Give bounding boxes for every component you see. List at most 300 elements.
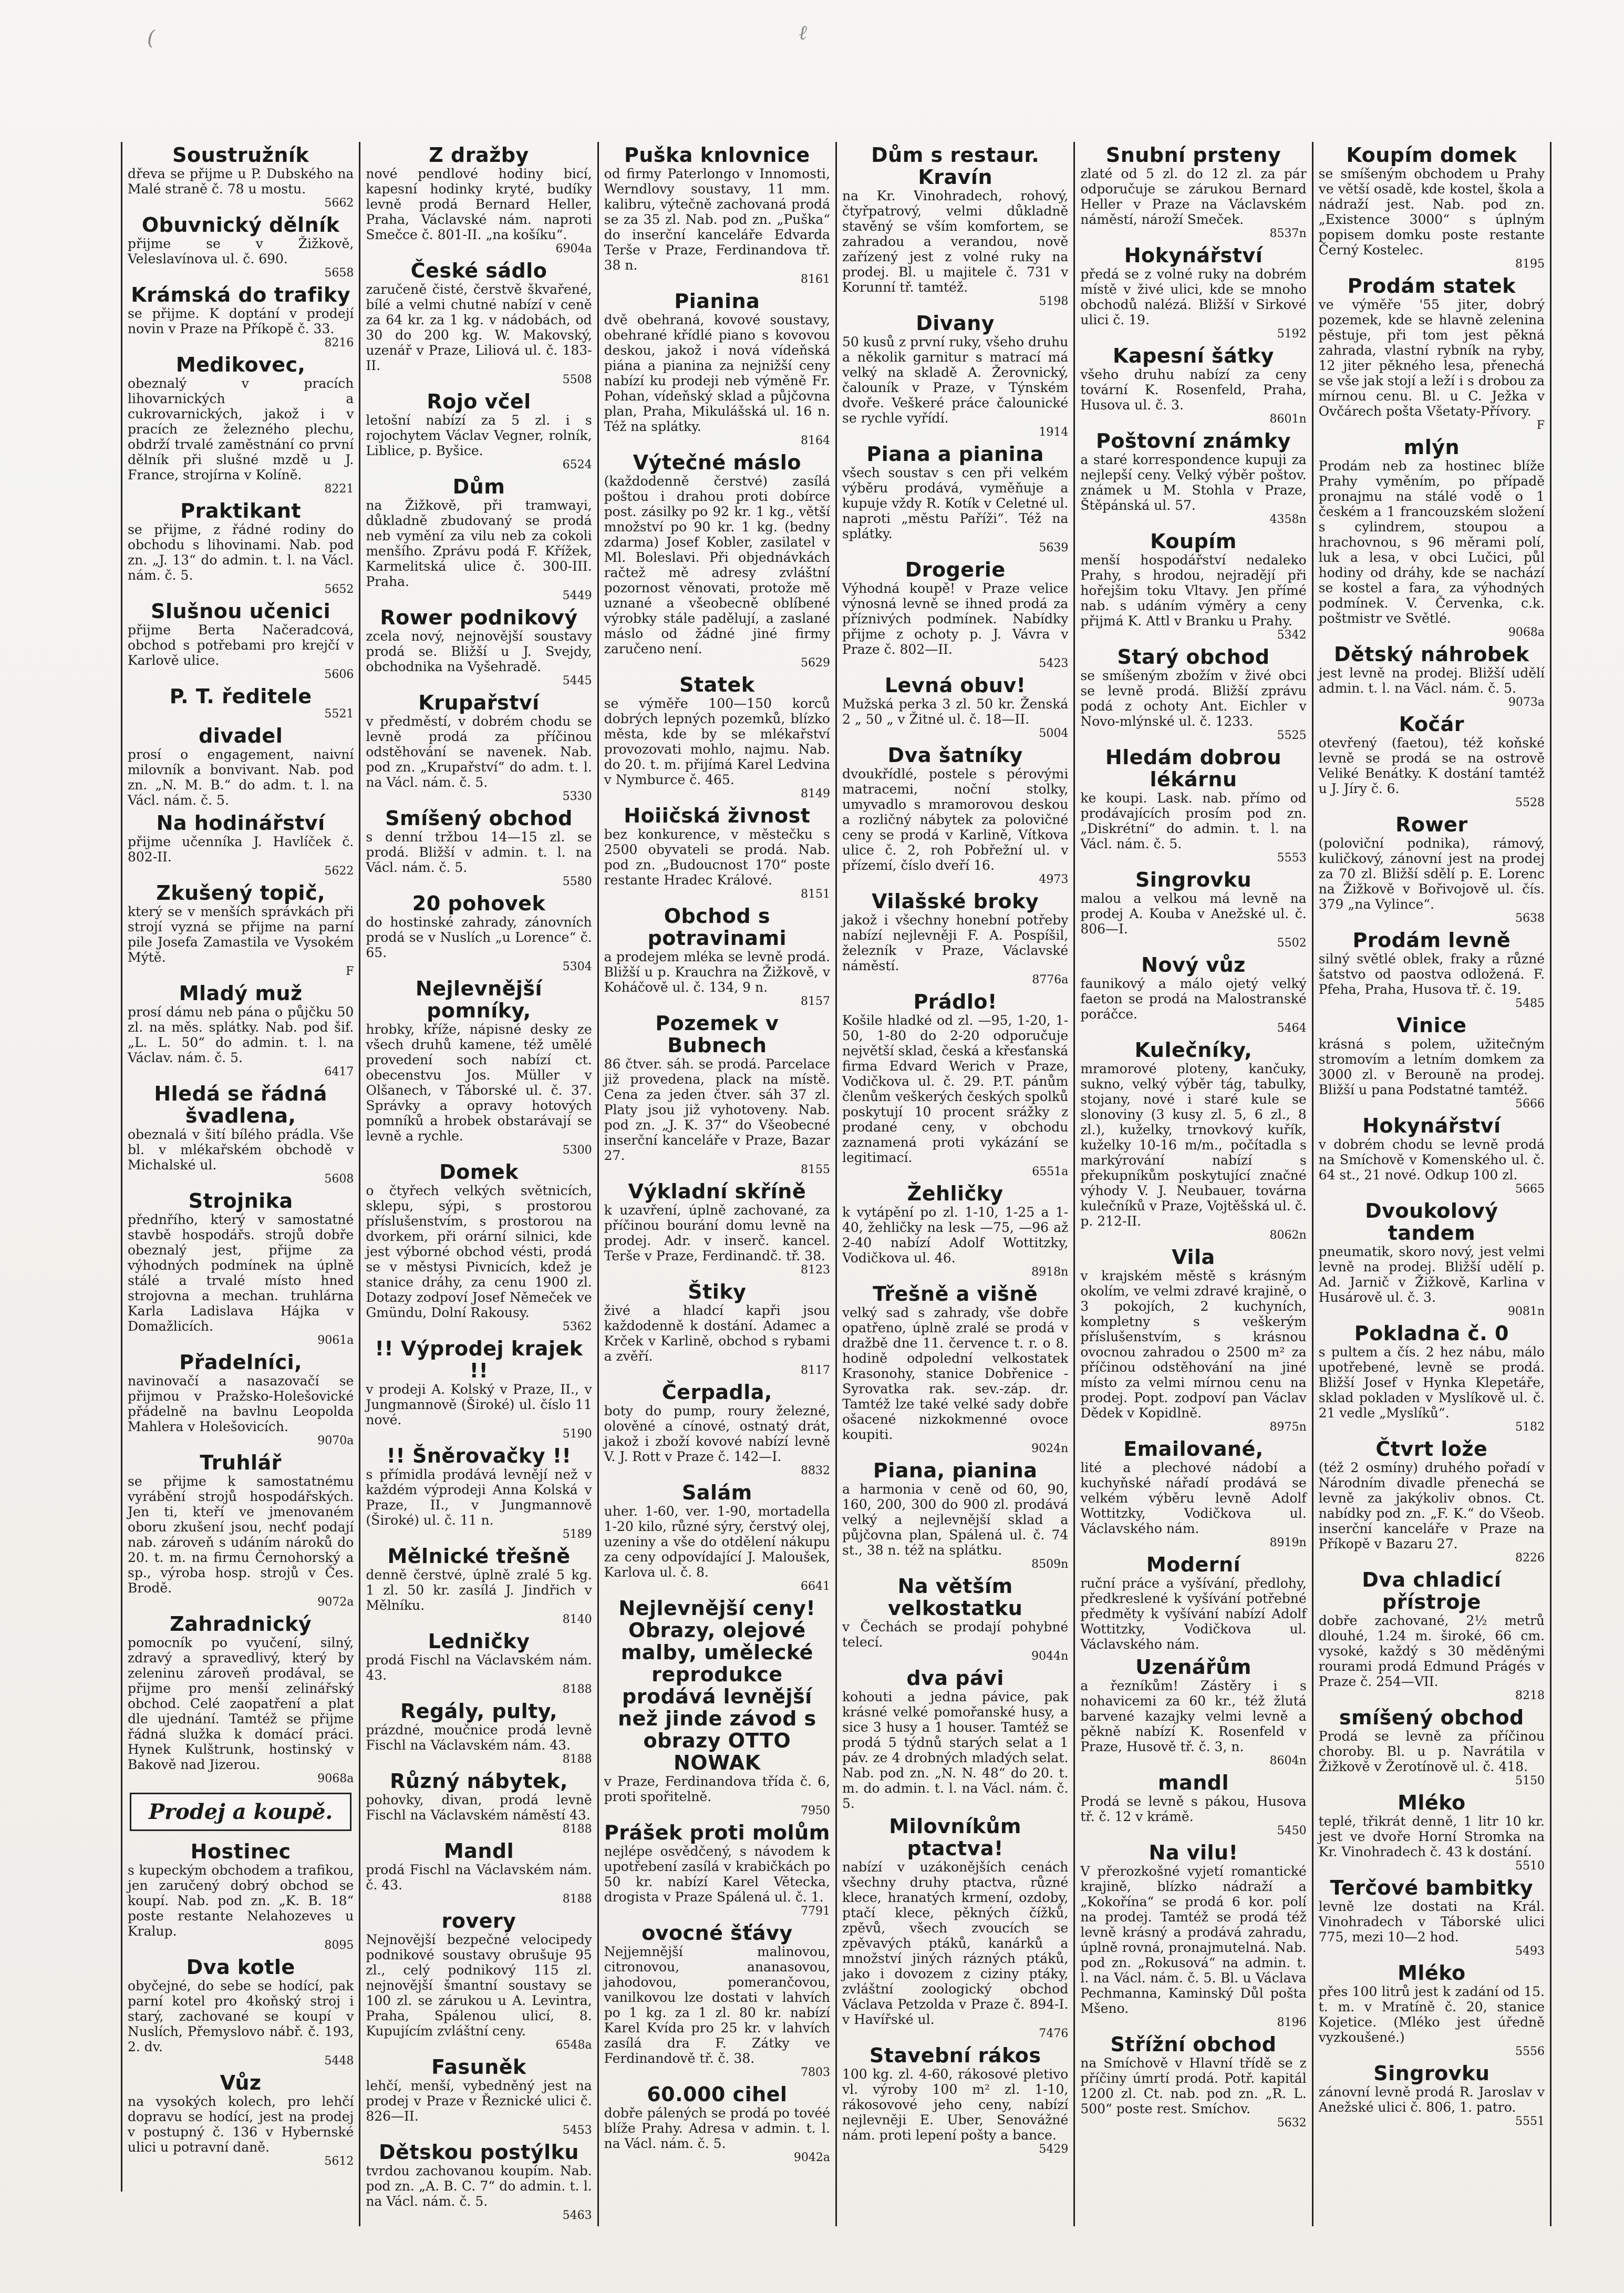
ad-title: Vila [1172,1246,1215,1269]
ad-number: 5445 [562,674,592,687]
ad-text: zánovní levně prodá R. Jaroslav v Anežské ulici č. 806, 1. patro. [1318,2084,1545,2115]
ad-text: prázdné, moučnice prodá levně Fischl na Václavském nám. 43. [366,1722,592,1753]
ad-number: 5198 [1039,295,1069,308]
ad-number: 6904a [555,242,592,255]
ad-text: a řezníkům! Zástěry i s nohavicemi za 60 kr., též žlutá barvené kazajky velmi levně a pěkně nabízí K. Rosenfeld v Praze, Husově tř. č. 3, n. [1080,1678,1307,1754]
page-scan-mark: ( [147,26,155,49]
ad-number: 6551a [1032,1165,1069,1178]
ad-text: lité a plechové nádobí a kuchyňské nářadí prodává se velkém výběru levně Adolf Wottitzky, Vodičkova ul. Václavského nám. [1080,1460,1307,1536]
ad-number: 8188 [562,1753,592,1766]
classified-ad [1319,1569,1545,1702]
ad-number: 5493 [1515,1945,1545,1958]
ad-title: ovocné šťávy [642,1921,793,1945]
ad-text: (každodenně čerstvé) zasílá poštou i drahou proti dobírce post. zásilky po 92 kr. 1 kg., větší množství po 90 kr. 1 kg. (bedny zdarma) Josef Kobler, zasilatel v Ml. Boleslavi. Při objednávkách račtež mě adresy zvláštní pozornost věnovati, protože mě uznané a všeobecně oblíbené výrobky stále padělují, a zaslané máslo od žádné jiné firmy zaručeno není. [604,474,830,656]
ad-number: 5330 [562,790,592,803]
section-heading: Prodej a koupě. [130,1793,351,1831]
ad-number: 4973 [1039,873,1069,886]
ad-number: 9073a [1508,696,1545,709]
ad-title: Moderní [1146,1553,1241,1576]
ad-text: kohouti a jedna pávice, pak krásné velké pomořanské husy, a sice 3 husy a 1 houser. Tamtéž se prodá 5 týdnů starých selat a 1 páv. ze 4 drobných mladých selat. Nab. pod zn. „N. N. 48“ do 20. t. m. do admin. t. l. na Václ. nám. č. 5. [842,1689,1069,1811]
ad-text: Košile hladké od zl. —95, 1-20, 1-50, 1-80 do 2-20 odporučuje největší sklad, česká a křesťanská firma Edvard Werich v Praze, Vodičkova ul. č. 29. P.T. pánům členům veškerých českých spolků poskytují 10 procent srážky z prodané ceny, v obchodu zaznamená proti vykázání se legitimací. [842,1013,1069,1165]
ad-title: Singrovku [1135,868,1252,891]
ad-title: Dva chladicí přístroje [1362,1568,1502,1613]
ad-title: Poštovní známky [1096,429,1291,453]
classified-ad [842,674,1068,740]
classified-ad [842,991,1068,1178]
ad-text: k vytápění po zl. 1-10, 1-25 a 1-40, žehličky na lesk —75, —96 až 2-40 nabízí Adolf Wottitzky, Vodičkova ul. 46. [842,1205,1069,1266]
ad-text: v Čechách se prodají pohybné telecí. [842,1619,1069,1650]
ad-title: Z dražby [429,143,529,167]
ad-title: Starý obchod [1117,645,1270,669]
classified-ad [1080,746,1306,865]
ad-text: na Žižkově, při tramwayi, důkladně zbudovaný se prodá neb vymění za vilu neb za cokoli menšího. Zprávu podá F. Křížek, Karmelitská ulice č. 300-III. Praha. [366,498,592,589]
ad-title: divadel [199,724,283,747]
classified-ad [604,451,830,670]
ad-title: Hledám dobrou lékárnu [1105,746,1282,791]
ad-number: 5629 [801,656,830,670]
classified-ad [366,1161,592,1333]
ad-title: Kapesní šátky [1113,344,1274,367]
ad-number: 5190 [562,1427,592,1441]
ad-number: 4358n [1269,513,1307,526]
ad-number: 5464 [1277,1022,1307,1035]
ad-number: 5004 [1039,727,1069,740]
ad-title: Dva šatníky [887,744,1023,767]
ad-text: všeho druhu nabízí za ceny tovární K. Rosenfeld, Praha, Husova ul. č. 3. [1080,367,1307,413]
classified-ad [366,1840,592,1906]
ad-title: Čtvrt lože [1375,1437,1488,1461]
ad-text: nabízí v uzákonějších cenách všechny druhy ptactva, různé klece, hranatých krmení, ozdoby, ptačí klece, pěkných čížků, zpěvů, všech zvoucích se zpěvavých ptáků, kanárků a množství jiných rázných ptáků, jako i dovozem z ciziny ptáky, zvláštní zoologický obchod Václava Petzolda v Praze č. 894-I. v Havířské ul. [842,1859,1069,2027]
classified-ad [1080,1246,1306,1434]
ad-text: se smíšeným zbožím v živé obci se levně prodá. Bližší zprávu podá z ochoty Ant. Eichler v Novo-mlýnské ul. č. 1233. [1080,668,1307,729]
ad-number: 8195 [1515,258,1545,271]
ad-text: menší hospodářství nedaleko Prahy, s hrodou, nejradějí při hořejšim toku Vltavy. Jen přímé nab. s udáním výměry a ceny přijmá K. Attl v Branku u Prahy. [1080,552,1307,629]
ad-number: 5449 [562,589,592,602]
ad-number: 9072a [317,1596,354,1609]
classified-ad [1319,144,1545,271]
ad-text: s denní tržbou 14—15 zl. se prodá. Bližší v admin. t. l. na Václ. nám. č. 5. [366,829,592,875]
classified-ad [366,1338,592,1441]
ad-number: 8188 [562,1893,592,1906]
classified-ad [366,807,592,888]
ad-title: Hoiičská živnost [624,804,811,827]
ad-number: 8161 [801,273,830,286]
ad-title: Na hodinářství [156,811,325,835]
classified-ad [842,144,1068,308]
classified-ad [1080,1656,1306,1767]
classified-ad [128,144,354,210]
classified-ad [842,744,1068,886]
ad-title: Střížní obchod [1110,2033,1277,2056]
classified-ad [842,1815,1068,2040]
ad-title: Přadelníci, [179,1351,303,1374]
classified-ad [604,1922,830,2079]
ad-number: 8188 [562,1823,592,1836]
ad-number: 8776a [1032,973,1069,986]
ad-title: Mělnické třešně [387,1545,571,1568]
classified-ad [1080,430,1306,526]
classified-ad [1319,1200,1545,1318]
ad-title: Ledničky [428,1630,530,1653]
classified-ad [1080,646,1306,742]
classified-ad [604,1822,830,1918]
ad-number: 7476 [1039,2027,1069,2040]
ad-text: se přijme, z řádné rodiny do obchodu s lihovinami. Nab. pod zn. „J. 13“ do admin. t. l. na Václ. nám. č. 5. [128,522,354,583]
ad-number: 5528 [1515,796,1545,809]
ad-number: 6417 [324,1065,354,1078]
column-6 [1313,142,1551,2226]
ad-title: Rower [1395,813,1468,836]
ad-text: obeznalá v šití bílého prádla. Vše bl. v mlékařském obchodě v Michalské ul. [128,1127,354,1173]
classified-ad [128,882,354,978]
ad-text: Prodám neb za hostinec blíže Prahy vyměním, po případě pronajmu na stálé vodě o 1 českém a 1 francouzském složení s cylindrem, stoupou a hrachovnou, s 96 měrami polí, luk a lesa, v obci Lučici, půl hodiny od dráhy, kde se nachází se kostel a fara, za výhodných podmínek. V. Červenka, c.k. poštmistr ve Světlé. [1318,458,1545,626]
ad-number: 8196 [1277,2016,1307,2029]
classified-ad [128,1190,354,1347]
classified-ad [604,1482,830,1593]
ad-title: Statek [679,673,755,696]
ad-title: !! Šněrovačky !! [386,1444,572,1467]
ad-number: 5632 [1277,2116,1307,2130]
ad-title: Krupařství [418,691,540,714]
ad-text: krásná s polem, užitečným stromovím a letním domkem za 3000 zl. v Berouně na prodej. Bližší u pana Podstatné tamtéž. [1318,1036,1545,1097]
ad-text: k uzavření, úplně zachované, za příčinou bourání domu levně na prodej. Adr. v inserč. kancel. Terše v Praze, Ferdinandč. tř. 38. [604,1202,830,1263]
ad-title: Koupím domek [1346,143,1517,167]
classified-ad [366,978,592,1157]
ad-title: Koupím [1150,530,1237,553]
classified-ad [842,1283,1068,1455]
ad-number: 5192 [1277,327,1307,341]
ad-number: 8832 [801,1464,830,1477]
ad-text: ke koupi. Lask. nab. přímo od prodávajících prosím pod zn. „Diskrétní“ do admin. t. l. na Václ. nám. č. 5. [1080,790,1307,851]
ad-title: Dětskou postýlku [379,2141,579,2164]
ad-text: (poloviční podnika), rámový, kuličkový, zánovní jest na prodej za 70 zl. Bližší sdělí p. E. Lorenc na Žižkově v Bořivojově ul. čís. 379 „na Vylince“. [1318,836,1545,912]
classified-ad [1319,436,1545,639]
ad-text: s kupeckým obchodem a trafikou, jen zaručený dobrý obchod se koupí. Nab. pod zn. „K. B. 18“ poste restante Nelahozeves u Kralup. [128,1863,354,1939]
ad-number: 8117 [801,1364,830,1377]
ad-title: rovery [441,1909,516,1932]
ad-number: 5342 [1277,629,1307,642]
ad-text: na vysokých kolech, pro lehčí dopravu se hodící, jest na prodej v postupný č. 136 v Hybernské ulici u potravní daně. [128,2094,354,2155]
classified-ad [366,1910,592,2052]
classified-ad [1319,1322,1545,1434]
ad-number: 8226 [1515,1551,1545,1565]
classified-ad [1319,1877,1545,1958]
ad-number: 8919n [1269,1536,1307,1549]
ad-text: Prodá se levně za příčinou choroby. Bl. u p. Navrátila v Žižkově v Žerotínově ul. č. 418. [1318,1729,1545,1774]
ad-number: 7950 [801,1804,830,1817]
ad-title: Vůz [220,2071,262,2094]
ad-title: Rower podnikový [380,606,578,629]
ad-title: Smíšený obchod [385,807,573,830]
ad-title: Salám [681,1481,752,1504]
classified-ad [1080,244,1306,341]
ad-number: 5450 [1277,1824,1307,1837]
ad-title: Prádlo! [913,990,997,1013]
classified-ad [604,2083,830,2164]
ad-text: o čtyřech velkých světnicích, sklepu, sýpi, s prostorou příslušenstvím, s prostorou na dvorkem, při orární silnici, kde jest výborné obchod vésti, prodá se v městysi Pivnicích, kdež je stanice dráhy, za cenu 1900 zl. Dotazy zodpoví Josef Němeček ve Gmündu, Dolní Rakousy. [366,1183,592,1320]
ad-title: Zkušený topič, [156,881,326,904]
ad-text: přijme se v Žižkově, Veleslavínova ul. č. 690. [128,236,354,266]
ad-number: 5658 [324,266,354,280]
classified-ad [604,905,830,1008]
classified-ad [604,1597,830,1817]
ad-number: 5182 [1515,1421,1545,1434]
classified-ad [366,2141,592,2222]
column-2 [360,142,598,2226]
ad-text: prodá Fischl na Václavském nám. 43. [366,1652,592,1683]
classified-ad [1319,929,1545,1010]
classified-ad [604,1180,830,1277]
ad-text: 86 čtver. sáh. se prodá. Parcelace již provedena, plack na místě. Cena za jeden čtver. sáh 37 zl. Platy jsou již vyhotoveny. Nab. pod zn. „J. K. 37“ do Všeobecné inserční kanceláře v Praze, Bazar 27. [604,1056,830,1163]
ad-text: bez konkurence, v městečku s 2500 obyvateli se prodá. Nab. pod zn. „Budoucnost 170“ poste restante Hradec Králové. [604,827,830,888]
ad-title: !! Výprodej krajek !! [375,1337,583,1382]
ad-text: boty do pump, roury železné, olověné a cínové, ostnatý drát, jakož i zboží kovové nabízí levně V. J. Rott v Praze č. 142—I. [604,1403,830,1464]
classified-ad [366,1545,592,1626]
ad-text: V přerozkošné vyjetí romantické krajině, blízko nádraží a „Kokořína“ se prodá 6 kor. polí na prodej. Tamtéž se prodá též levně krásný a prodává zahradu, úplně rovná, pronajmutelná. Nab. pod zn. „Rokusová“ na admin. t. l. na Václ. nám. č. 5. Bl. u Václava Pechmanna, Kaminský Důl pošta Mšeno. [1080,1864,1307,2016]
ad-title: Fasuněk [431,2055,526,2079]
classified-ad [842,559,1068,670]
classified-ad [1080,144,1306,240]
ad-title: Dvoukolový tandem [1365,1199,1498,1245]
ad-text: prosí o engagement, naivní milovník a bonvivant. Nab. pod zn. „N. M. B.“ do adm. t. l. na Václ. nám. č. 5. [128,747,354,808]
ad-number: 5551 [1515,2115,1545,2128]
ad-text: a staré korrespondence kupuji za nejlepší ceny. Velký výběr poštov. známek u M. Stohla v Praze, Štěpánská ul. 57. [1080,452,1307,513]
classified-ad [366,476,592,602]
ad-number: 5502 [1277,937,1307,950]
ad-title: Drogerie [905,558,1006,581]
ad-title: Soustružník [172,143,309,167]
ad-title: Medikovec, [175,353,306,376]
ad-text: 100 kg. zl. 4-60, rákosové pletivo vl. výroby 100 m² zl. 1-10, rákosovové jeho ceny, nabízí nejlevněji E. Uber, Senovážné nám. proti lepení pošty a bance. [842,2066,1069,2143]
ad-number: 8218 [1515,1689,1545,1702]
classified-ad [1080,345,1306,426]
ad-number: 8216 [324,336,354,349]
ad-text: denně čerstvé, úplně zralé 5 kg. 1 zl. 50 kr. zasílá J. Jindřich v Mělníku. [366,1567,592,1613]
ad-title: Pianina [674,290,760,313]
ad-text: se výměře 100—150 korců dobrých lepných pozemků, blízko města, kde by se mlékařství provozovati mohlo, najmu. Nab. do 20. t. m. přijímá Karel Ledvina v Nymburce č. 465. [604,696,830,787]
ad-text: lehčí, menší, vybedněný jest na prodej v Praze v Řeznické ulici č. 826—II. [366,2078,592,2124]
ad-title: Praktikant [180,499,302,522]
ad-title: Mandl [443,1839,514,1863]
ad-number: 8062n [1269,1229,1307,1242]
classified-ad [366,1445,592,1541]
ad-text: prosí dámu neb pána o půjčku 50 zl. na měs. splátky. Nab. pod šif. „L. L. 50“ do admin. t. l. na Václav. nám. č. 5. [128,1004,354,1065]
ad-number: 9061a [317,1334,354,1347]
classified-ad [604,290,830,447]
classified-ad [842,443,1068,554]
classified-ad [128,1613,354,1785]
ad-number: 8509n [1031,1558,1069,1571]
ad-title: mlýn [1403,436,1460,459]
ad-number: 7803 [801,2066,830,2079]
ad-text: ruční práce a vyšívání, předlohy, předkreslené k vyšívání potřebné předměty k vyšívání nabízí Adolf Wottitzky, Vodičkova ul. Václavského nám. [1080,1576,1307,1652]
ad-number: 5622 [324,865,354,878]
ad-title: dva pávi [906,1667,1004,1690]
ad-text: předá se z volné ruky na dobrém místě v živé ulici, kde se mnoho obchodů nalézá. Bližší v Sirkové ulici č. 19. [1080,266,1307,327]
ad-text: s pultem a čís. 2 hez nábu, málo upotřebené, levně se prodá. Bližší Josef v Hynka Klepetáře, sklad pokladen v Myslíkově ul. č. 21 vedle „Myslíků“. [1318,1344,1545,1421]
ad-number: 5448 [324,2054,354,2068]
ad-text: navinovačí a nasazovačí se přijmou v Pražsko-Holešovické přádelně na bavlnu Leopolda Mahlera v Holešovicích. [128,1373,354,1434]
ad-number: 8537n [1269,227,1307,240]
ad-title: Čerpadla, [661,1381,772,1404]
classified-ad [366,692,592,803]
ad-text: v dobrém chodu se levně prodá na Smíchově v Komenského ul. č. 64 st., 21 nové. Odkup 100 zl. [1318,1137,1545,1183]
ad-text: ve výměře '55 jiter, dobrý pozemek, kde se hlavně zelenina pěstuje, při tom jest pěkná zahrada, vlastní rybník na ryby, 12 jiter pěkného lesa, přenechá se vše jak stojí a leží i s drobou za mírnou cenu. Bl. u C. Ježka v Ovčárech pošta Všetaty-Přívory. [1318,297,1545,419]
ad-text: faunikový a málo ojetý velký faeton se prodá na Malostranské poráčce. [1080,976,1307,1022]
ad-text: zcela nový, nejnovější soustavy prodá se. Bližší u J. Svejdy, obchodnika na Vyšehradě. [366,629,592,674]
ad-title: Regály, pulty, [400,1700,558,1723]
ad-title: Štiky [688,1280,747,1303]
ad-number: 6548a [555,2039,592,2052]
ad-title: Hokynářství [1124,244,1263,267]
ad-title: smíšený obchod [1339,1706,1524,1729]
classified-ad [1080,1039,1306,1242]
ad-title: Prodám statek [1347,274,1516,297]
ad-number: 5638 [1515,912,1545,925]
classified-ad [366,2056,592,2137]
ad-text: v prodeji A. Kolský v Praze, II., v Jungmannově (Široké) ul. číslo 11 nové. [366,1382,592,1427]
classified-ad [604,144,830,286]
ad-text: v krajském městě s krásným okolím, ve velmi zdravé krajině, o 3 pokojích, 2 kuchyních, kompletny s veškerým příslušenstvím, s krásnou ovocnou zahradou o 2500 m² za příčinou odstěhování na jiné místo za velmi mírnou cenu na prodej. Popt. zodpoví pan Václav Dědek v Kopidlně. [1080,1268,1307,1421]
ad-title: Třešně a višně [873,1282,1038,1305]
ad-text: pneumatik, skoro nový, jest velmi levně na prodej. Bližší udělí p. Ad. Jarnič v Žižkově, Karlina v Husárově ul. č. 3. [1318,1244,1545,1305]
ad-title: Mléko [1398,1961,1466,1984]
ad-text: přijme Berta Načeradcová, obchod s potřebami pro krejčí v Karlově ulice. [128,622,354,668]
column-4 [837,142,1075,2226]
ad-number: 5612 [324,2155,354,2168]
ad-number: 9068a [317,1772,354,1785]
classified-ad [128,2072,354,2168]
classified-ad [1319,713,1545,809]
ad-title: Pozemek v Bubnech [655,1012,779,1057]
ad-title: Nejlevnější ceny! Obrazy, olejové malby, umělecké reprodukce prodává levnější než jinde závod s obrazy OTTO NOWAK [617,1597,816,1774]
ad-title: Hledá se řádná švadlena, [154,1082,327,1127]
ad-text: se přijme k samostatnému vyrábění strojů hospodářských. Jen ti, kteří ve jmenovaném oboru zkušení jsou, nechť podají nab. zároveň s udáním nároků do 20. t. m. na firmu Černohorský a sp., výroba hosp. strojů v Čes. Brodě. [128,1474,354,1596]
ad-title: Žehličky [907,1182,1004,1205]
column-1 [122,142,360,2226]
classified-ad [604,1012,830,1176]
ad-title: Dětský náhrobek [1333,643,1529,666]
ad-number: 6524 [562,458,592,471]
ad-title: Krámská do trafiky [131,283,351,306]
classified-ad [128,214,354,280]
ad-text: velký sad s zahrady, vše dobře opatřeno, úplně zralé se prodá v dražbě dne 11. července t. r. o 8. hodině odpolední velkostatek Krasonohy, stanice Dobřenice - Syrovatka rak. sev.-záp. dr. Tamtéž lze také velké sady dobře ošacené nizkokmenné ovoce koupiti. [842,1305,1069,1442]
ad-title: Domek [439,1160,519,1184]
ad-number: 8149 [801,787,830,800]
ad-number: 8140 [562,1613,592,1626]
ad-text: teplé, třikrát denně, 1 litr 10 kr. jest ve dvoře Horní Stromka na Kr. Vinohradech č. 43 k dostání. [1318,1814,1545,1859]
ad-text: se přijme. K doptání v prodejí novin v Praze na Příkopě č. 33. [128,306,354,336]
classified-ad [1319,1962,1545,2058]
classified-ad [366,1700,592,1766]
ad-number: 5362 [562,1320,592,1333]
ad-number: 8155 [801,1163,830,1176]
ad-text: Nejjemnější malinovou, citronovou, ananasovou, jahodovou, pomerančovou, vanilkovou lze dostati v lahvích po 1 kg. za 1 zl. 80 kr. nabízí Karel Kvída pro 25 kr. v lahvích zasílá dra F. Zátky ve Ferdinandově tř. č. 38. [604,1944,830,2066]
ad-number: 8157 [801,995,830,1008]
ad-number: 1914 [1039,426,1069,439]
ad-text: uher. 1-60, ver. 1-90, mortadella 1-20 kilo, různé sýry, čerstvý olej, uzeniny a vše do otdělení nákupu za ceny odpovídající J. Maloušek, Karlova ul. č. 8. [604,1504,830,1580]
classified-ad [1319,1438,1545,1565]
ad-title: Piana, pianina [873,1459,1038,1482]
ad-text: dobře pálených se prodá po tovéé blíže Prahy. Adresa v admin. t. l. na Václ. nám. č. 5. [604,2105,830,2151]
ad-number: 5453 [562,2124,592,2137]
classified-ad [128,1956,354,2068]
ad-text: silný světlé oblek, fraky a různé šatstvo od paostva odložená. F. Pfeha, Praha, Husova tř. č. 19. [1318,951,1545,997]
ad-text: přijme učenníka J. Havlíček č. 802-II. [128,834,354,865]
classified-ad [366,144,592,255]
classified-ad [128,354,354,496]
ad-text: přednřího, který v samostatné stavbě hospodářs. strojů dobře obeznalý jest, přijme za výhodných podmínek na úplně stálé a trvalé místo hned strojovna a mechan. truhlárna Karla Ladislava Hájka v Domažlicích. [128,1212,354,1334]
ad-title: Nový vůz [1141,953,1246,976]
ad-number: F [1536,419,1545,432]
ad-number: 5150 [1515,1774,1545,1787]
classified-ad [1319,275,1545,432]
classified-ad [1080,2033,1306,2130]
page-scan-mark: ℓ [799,21,807,44]
ad-title: Obchod s potravinami [647,904,787,950]
classified-ad [1080,1554,1306,1652]
ad-text: Nejnovější bezpečné velocipedy podnikové soustavy obrušuje 95 zl., celý podnikový 115 zl. nejnovější šmantní soustavy se 100 zl. se zárukou u A. Levintra, Praha, Spálenou ulicí, 8. Kupujícím zvláštní ceny. [366,1932,592,2039]
ad-text: se smíšeným obchodem u Prahy ve větší osadě, kde kostel, škola a nádraží jest. Nab. pod zn. „Existence 3000“ s úplným popisem domku poste restante Černý Kostelec. [1318,166,1545,258]
ad-text: nové pendlové hodiny bicí, kapesní hodinky kryté, budíky levně prodá Bernard Heller, Praha, Václavské nám. naproti Smečce č. 801-II. „na košíku“. [366,166,592,242]
ad-number: 5525 [1277,729,1307,742]
ad-text: pohovky, divan, prodá levně Fischl na Václavském náměstí 43. [366,1792,592,1823]
ad-text: obyčejné, do sebe se hodící, pak parní kotel pro 4koňský stroj i starý, zachované se koupí v Nuslích, Přemyslovo nábř. č. 193, 2. dv. [128,1978,354,2054]
ad-title: Na vilu! [1149,1841,1238,1864]
ad-title: Různý nábytek, [390,1770,568,1793]
ad-title: Výtečné máslo [633,451,801,474]
ad-number: 6641 [801,1580,830,1593]
ad-number: 8095 [324,1939,354,1952]
ad-title: Levná obuv! [884,674,1026,697]
ad-text: otevřený (faetou), též koňské levně se prodá se na ostrově Veliké Benátky. K dostání tamtéž u J. Jíry č. 6. [1318,735,1545,796]
ad-number: F [346,965,354,978]
ad-text: Mužská perka 3 zl. 50 kr. Ženská 2 „ 50 „ v Žitné ul. č. 18—II. [842,696,1069,727]
ad-title: Singrovku [1373,2062,1490,2085]
ad-title: Puška knlovnice [624,143,810,167]
column-3 [599,142,837,2226]
ad-number: 8918n [1031,1266,1069,1279]
classified-ad [366,892,592,973]
ad-title: Prášek proti molům [604,1821,830,1844]
ad-text: tvrdou zachovanou koupím. Nab. pod zn. „A. B. C. 7“ do admin. t. l. na Václ. nám. č. 5. [366,2163,592,2209]
classified-ad [1319,2062,1545,2128]
classified-ad [1080,1842,1306,2029]
ad-text: s přímidla prodává levnějí než v každém výprodeji Anna Kolská v Praze, II., v Jungmannově (Široké) ul. č. 11 n. [366,1467,592,1528]
ad-text: (též 2 osmíny) druhého pořadí v Národním divadle přenechá se levně za jakýkoliv obnos. Ct. nabídky pod zn. „F. K.“ do Všeob. inserční kanceláře v Praze na Příkopě v Bazaru 27. [1318,1460,1545,1551]
ad-number: 9042a [793,2151,830,2164]
ad-text: dvoukřídlé, postele s pérovými matracemi, noční stolky, umyvadlo s mramorovou deskou a rozličný nábytek za polovičné ceny se prodá v Karlině, Vítkova ulice č. 2, roh Pobřežní ul. v přízemí, číslo dveří 16. [842,766,1069,873]
classified-ad [128,685,354,721]
ad-number: 8188 [562,1683,592,1696]
ad-text: jest levně na prodej. Bližší udělí admin. t. l. na Václ. nám. č. 5. [1318,665,1545,696]
ad-text: na Kr. Vinohradech, rohový, čtyřpatrový, velmi důkladně stavěný se vším komfortem, se zahradou a verandou, nově zařízený jest z volné ruky na prodej. Bl. u majitele č. 731 v Korunní tř. tamtéž. [842,188,1069,295]
ad-title: Pokladna č. 0 [1354,1322,1509,1345]
classified-ad [1319,643,1545,709]
ad-number: 5508 [562,373,592,386]
ad-title: Mladý muž [179,982,303,1005]
classified-ad [842,1667,1068,1811]
ad-number: 5666 [1515,1097,1545,1110]
classified-ad [366,1630,592,1696]
ad-number: 5665 [1515,1183,1545,1196]
ad-text: 50 kusů z první ruky, všeho druhu a několik garnitur s matrací má velký na skladě A. Žerovnický, čalouník v Praze, v Týnském dvoře. Veškeré práce čalounické se rychle vyřídí. [842,334,1069,426]
ad-text: Prodá se levně s pákou, Husova tř. č. 12 v krámě. [1080,1794,1307,1824]
classified-ad [842,1575,1068,1663]
ad-number: 9024n [1031,1442,1069,1455]
ad-text: přes 100 litrů jest k zadání od 15. t. m. v Mratíně č. 20, stanice Kojetice. (Mléko jest úředně vyzkoušené.) [1318,1984,1545,2045]
ad-title: Výkladní skříně [628,1180,806,1203]
